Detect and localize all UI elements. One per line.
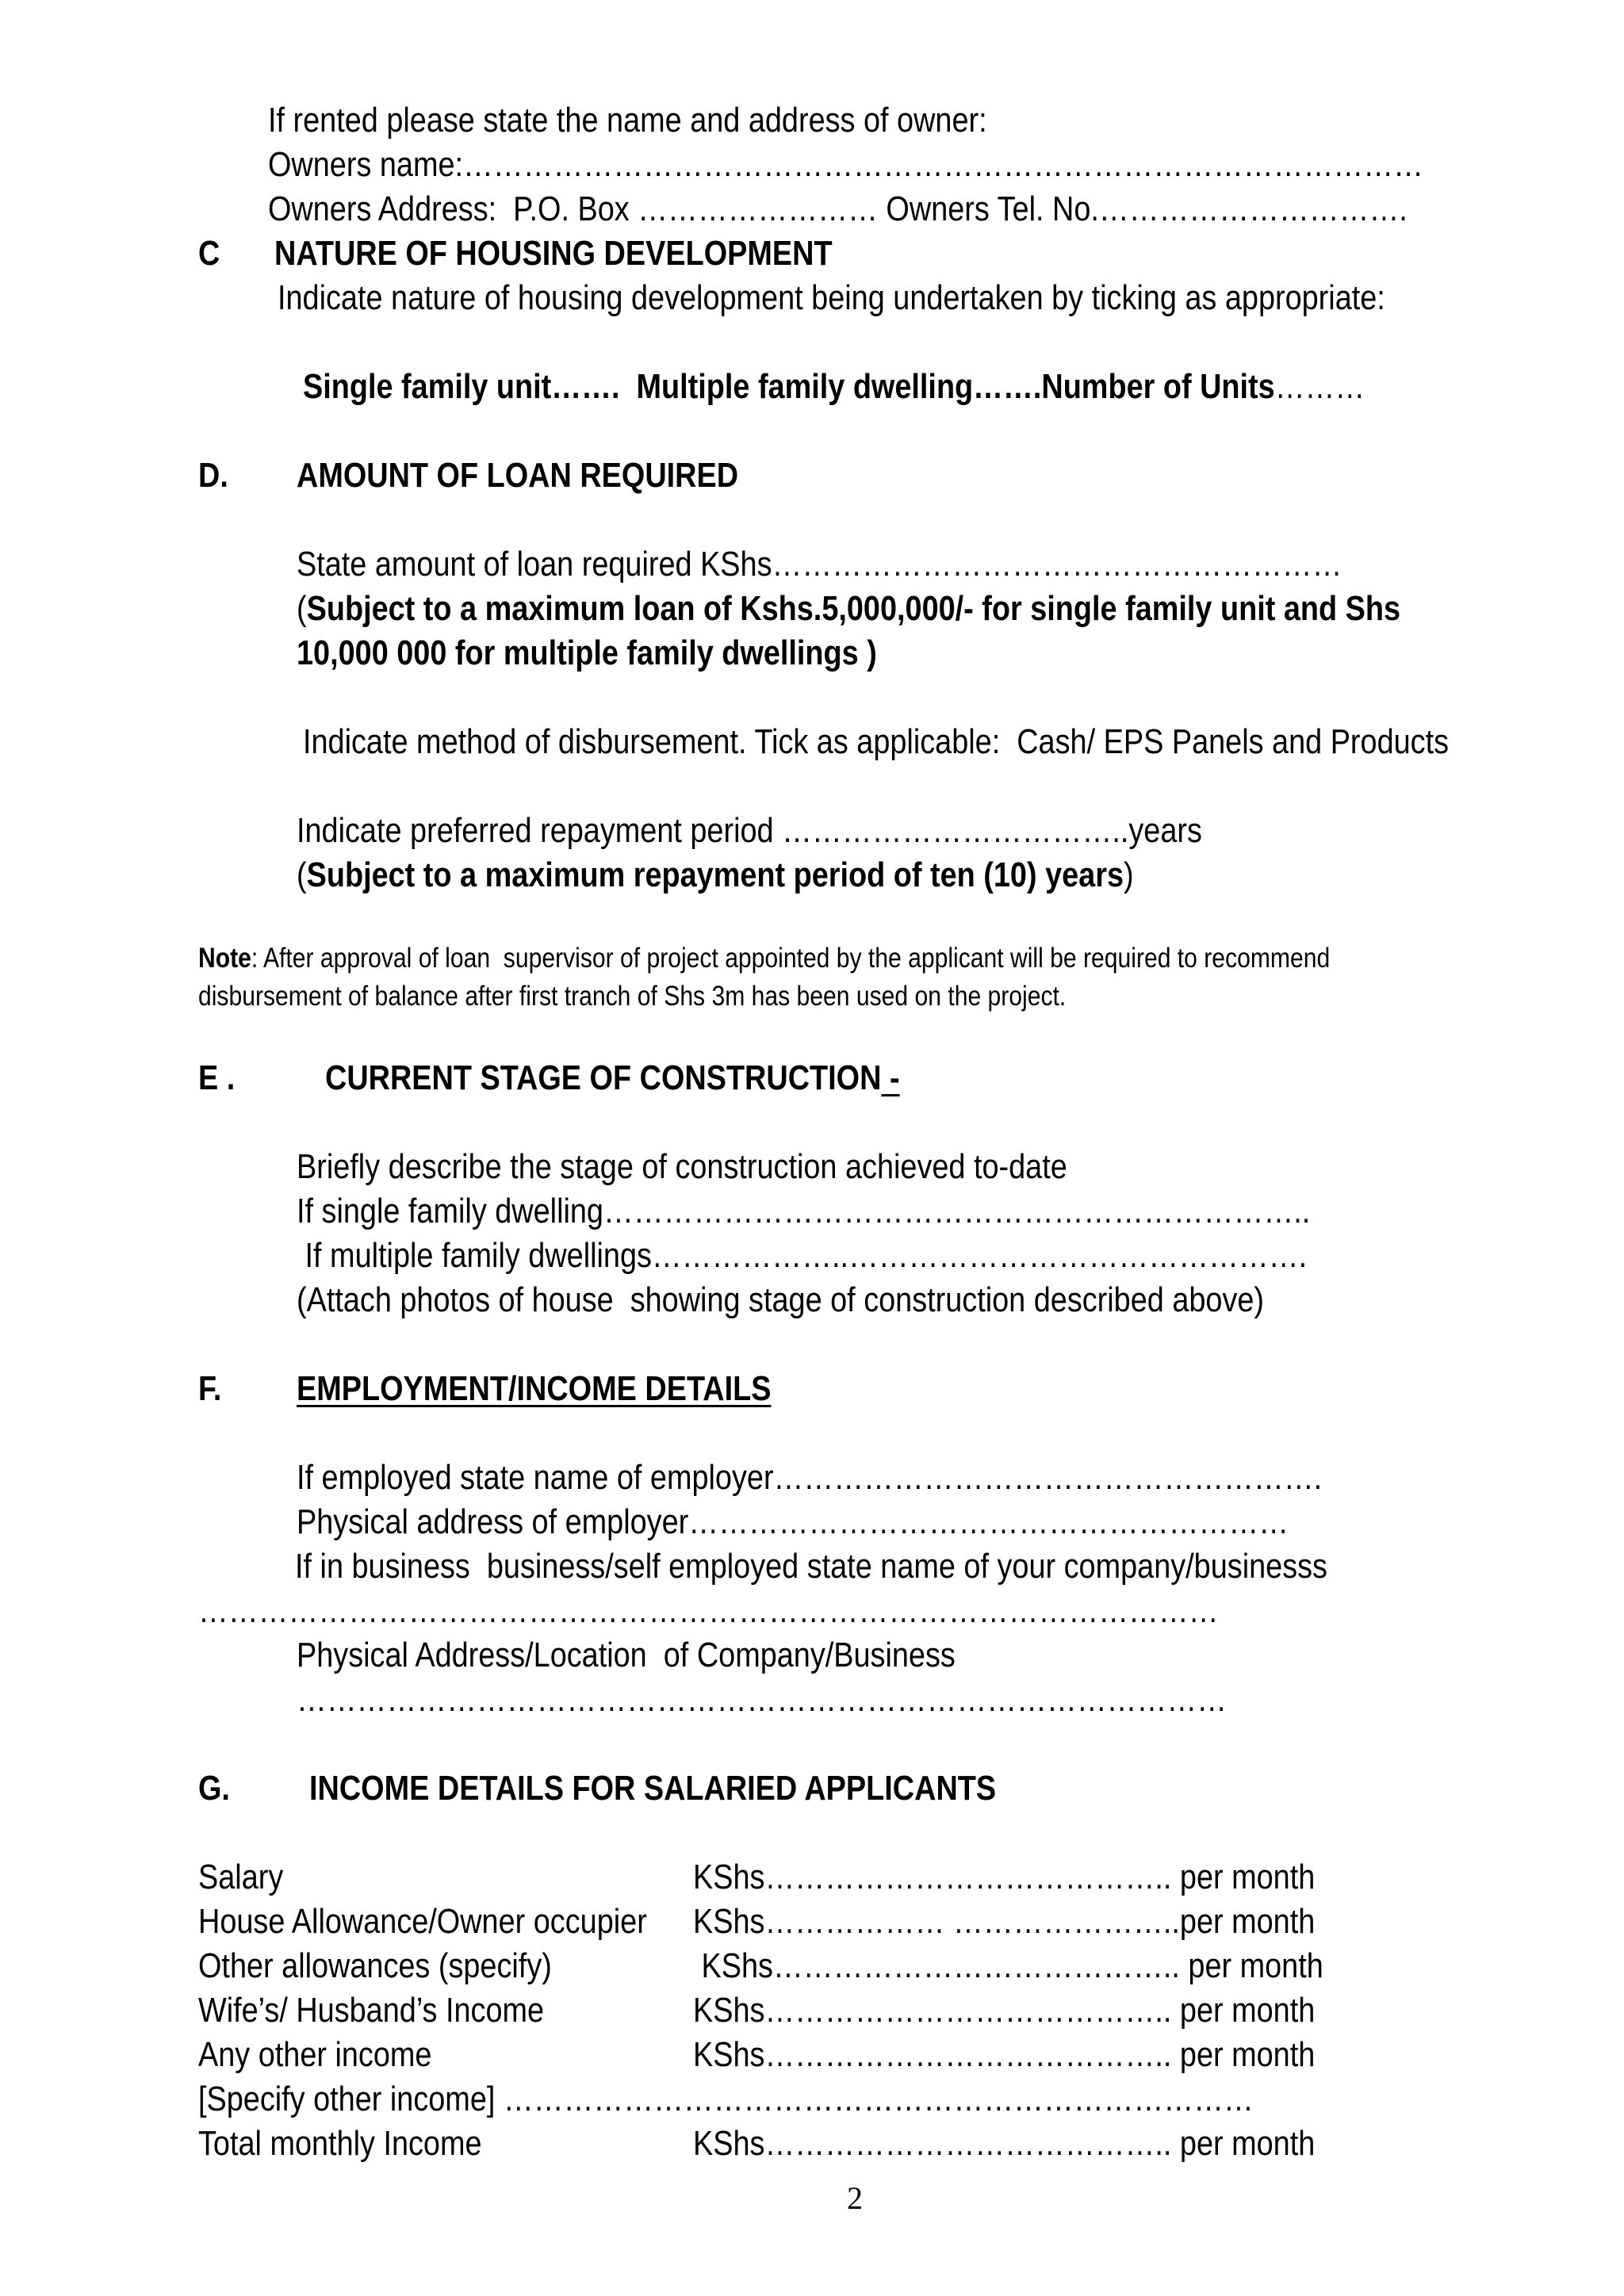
business-name-prompt: If in business business/self employed state name of your company/businesss bbox=[295, 1547, 1327, 1586]
loan-limit-text: Subject to a maximum loan of Kshs.5,000,000/- for single family unit and Shs bbox=[306, 589, 1401, 628]
units-dots: ……… bbox=[1274, 367, 1365, 406]
section-c-letter: C bbox=[198, 234, 220, 273]
income-label-other-income: Any other income bbox=[198, 2035, 432, 2074]
specify-other-income-field: [Specify other income] ………………………………………………………………… bbox=[198, 2080, 1254, 2118]
income-value-spouse: KShs………………………………….. per month bbox=[693, 1991, 1316, 2030]
section-g-title: INCOME DETAILS FOR SALARIED APPLICANTS bbox=[309, 1769, 997, 1808]
disbursement-method: Indicate method of disbursement. Tick as applicable: Cash/ EPS Panels and Products bbox=[303, 722, 1450, 761]
income-value-house-allowance: KShs……………… …………………..per month bbox=[693, 1902, 1316, 1941]
photos-instruction: (Attach photos of house showing stage of construction described above) bbox=[297, 1280, 1265, 1319]
section-e-dash: - bbox=[881, 1058, 900, 1097]
owner-intro: If rented please state the name and address of owner: bbox=[268, 101, 987, 140]
income-label-house-allowance: House Allowance/Owner occupier bbox=[198, 1902, 647, 1941]
income-value-salary: KShs………………………………….. per month bbox=[693, 1858, 1316, 1896]
paren-close: ) bbox=[1123, 855, 1134, 894]
income-value-total: KShs………………………………….. per month bbox=[693, 2124, 1316, 2163]
section-d-title: AMOUNT OF LOAN REQUIRED bbox=[297, 456, 739, 495]
single-dwelling-field: If single family dwelling…………………………………………………………….. bbox=[297, 1192, 1311, 1230]
construction-describe: Briefly describe the stage of construction achieved to-date bbox=[297, 1147, 1067, 1186]
owner-address-field: Owners Address: P.O. Box …………………… Owners Tel. No.…………………………. bbox=[268, 189, 1408, 228]
note-label: Note bbox=[198, 943, 251, 974]
section-f-title: EMPLOYMENT/INCOME DETAILS bbox=[297, 1369, 772, 1408]
business-name-field: ………………………………………………………………………………………… bbox=[198, 1591, 1219, 1630]
section-e-heading bbox=[325, 1056, 900, 1100]
employer-name-field: If employed state name of employer………………………………………………. bbox=[297, 1458, 1323, 1497]
note-line-2: disbursement of balance after first tranch of Shs 3m has been used on the project. bbox=[198, 981, 1067, 1012]
housing-type-labels: Single family unit……. Multiple family dwelling…….Number of Units bbox=[303, 367, 1275, 406]
housing-type-options bbox=[303, 365, 1365, 409]
page-number: 2 bbox=[847, 2180, 863, 2216]
repayment-limit bbox=[297, 853, 1134, 897]
owner-name-field: Owners name:…………………………………………………………………………………… bbox=[268, 145, 1423, 184]
loan-limit-line-2: 10,000 000 for multiple family dwellings ) bbox=[297, 633, 877, 672]
section-e-letter: E . bbox=[198, 1058, 236, 1097]
repayment-limit-text: Subject to a maximum repayment period of ten (10) years bbox=[306, 855, 1124, 894]
note-text-1: : After approval of loan supervisor of project appointed by the applicant will be required to recommend bbox=[251, 943, 1331, 974]
income-value-other-allowances: KShs………………………………….. per month bbox=[693, 1946, 1323, 1985]
repayment-period-field: Indicate preferred repayment period ……………………………..years bbox=[297, 811, 1202, 850]
note-line-1 bbox=[198, 940, 1330, 977]
section-f-letter: F. bbox=[198, 1369, 222, 1408]
section-c-instruction: Indicate nature of housing development being undertaken by ticking as appropriate: bbox=[278, 278, 1385, 317]
business-address-field: ………………………………………………………………………………… bbox=[297, 1680, 1228, 1719]
income-label-total: Total monthly Income bbox=[198, 2124, 482, 2163]
paren-open: ( bbox=[297, 589, 307, 628]
business-address-prompt: Physical Address/Location of Company/Business bbox=[297, 1636, 956, 1674]
loan-limit-line-1 bbox=[297, 587, 1400, 631]
section-g-letter: G. bbox=[198, 1769, 230, 1808]
income-label-salary: Salary bbox=[198, 1858, 284, 1896]
income-label-spouse: Wife’s/ Husband’s Income bbox=[198, 1991, 545, 2030]
paren-open: ( bbox=[297, 855, 307, 894]
income-value-other-income: KShs………………………………….. per month bbox=[693, 2035, 1316, 2074]
multiple-dwelling-field: If multiple family dwellings………………..………………………………………. bbox=[297, 1236, 1308, 1275]
income-label-other-allowances: Other allowances (specify) bbox=[198, 1946, 552, 1985]
section-e-title: CURRENT STAGE OF CONSTRUCTION bbox=[325, 1058, 882, 1097]
section-d-letter: D. bbox=[198, 456, 228, 495]
employer-address-field: Physical address of employer…………………………………………………… bbox=[297, 1502, 1289, 1541]
loan-amount-field: State amount of loan required KShs………………………………………………… bbox=[297, 545, 1342, 584]
section-c-title: NATURE OF HOUSING DEVELOPMENT bbox=[274, 234, 833, 273]
